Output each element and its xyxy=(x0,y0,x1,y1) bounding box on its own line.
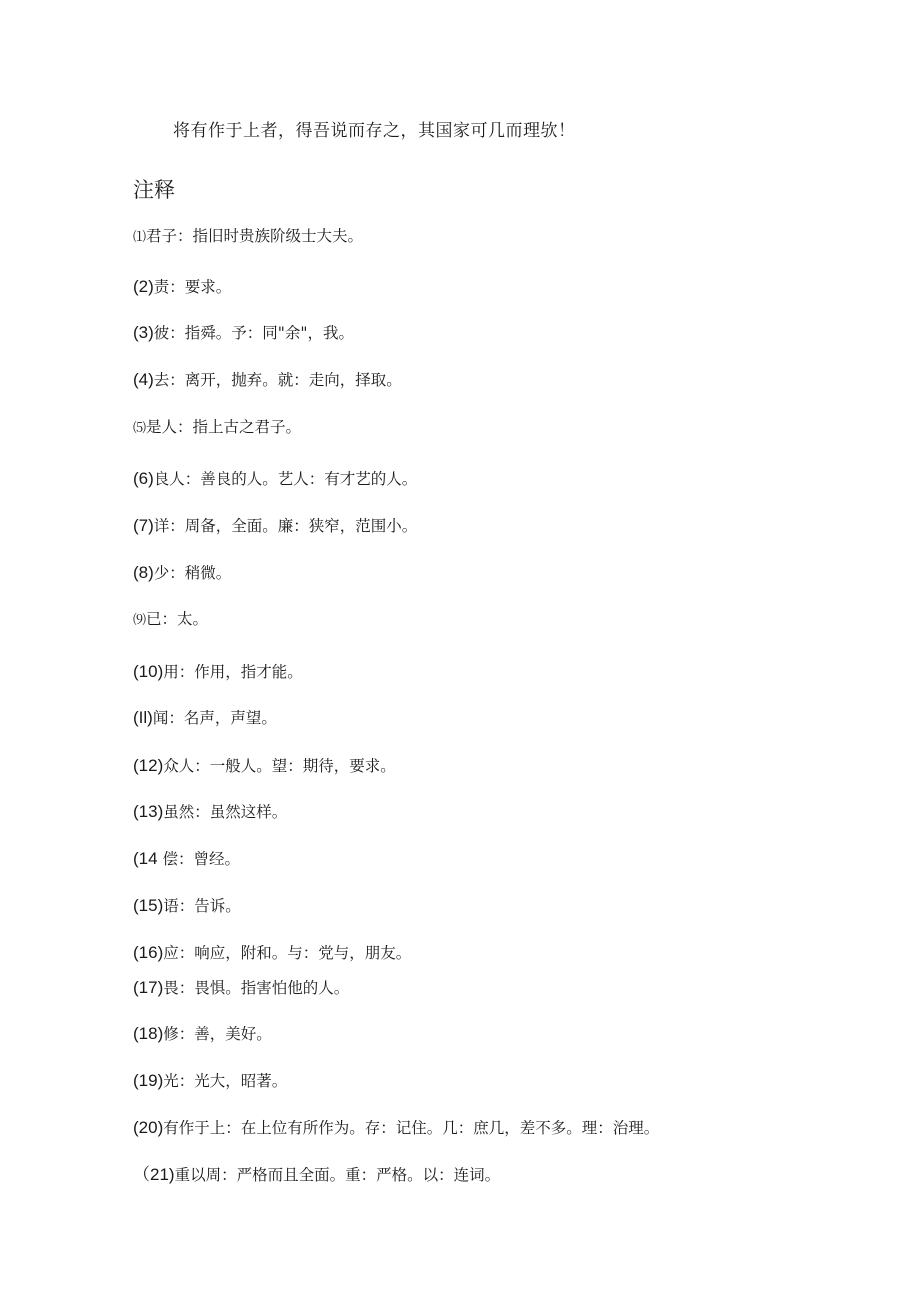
note-text: 光：光大，昭著。 xyxy=(163,1072,288,1090)
note-number: (6) xyxy=(133,469,154,488)
note-item xyxy=(133,370,402,390)
note-text: 语：告诉。 xyxy=(163,897,241,915)
note-item xyxy=(133,323,354,343)
note-number: (10) xyxy=(133,662,164,681)
note-item xyxy=(133,943,411,963)
note-number: (4) xyxy=(133,370,154,389)
note-number: (8) xyxy=(133,563,154,582)
note-text: 畏：畏惧。指害怕他的人。 xyxy=(163,979,350,997)
note-item xyxy=(133,896,241,916)
note-item xyxy=(133,226,363,248)
note-text: 虽然：虽然这样。 xyxy=(163,803,288,821)
note-number: ⑸ xyxy=(133,421,147,436)
note-number: (19) xyxy=(133,1071,164,1090)
note-text: 详：周备，全面。廉：狭窄，范围小。 xyxy=(153,517,418,535)
note-number: (3) xyxy=(133,323,154,342)
note-text: 君子：指旧时贵族阶级士大夫。 xyxy=(146,227,364,245)
note-item xyxy=(133,609,208,631)
note-item xyxy=(133,802,287,822)
note-item xyxy=(133,277,231,297)
note-item xyxy=(133,978,349,998)
note-text: 有作于上：在上位有所作为。存：记住。几：庶几，差不多。理：治理。 xyxy=(163,1119,660,1137)
note-text: 重以周：严格而且全面。重：严格。以：连词。 xyxy=(174,1166,501,1184)
note-item xyxy=(133,469,417,489)
note-text: 闻：名声，声望。 xyxy=(152,709,277,727)
note-number: (2) xyxy=(133,277,154,296)
note-item xyxy=(133,708,277,728)
note-number: (16) xyxy=(133,943,164,962)
note-text: 良人：善良的人。艺人：有才艺的人。 xyxy=(153,470,418,488)
note-item xyxy=(133,849,240,869)
note-number: (14 xyxy=(133,849,158,868)
note-number: (15) xyxy=(133,896,164,915)
note-text: 去：离开，抛弃。就：走向，择取。 xyxy=(153,371,402,389)
note-text: 众人：一般人。望：期待，要求。 xyxy=(163,757,396,775)
note-item xyxy=(133,563,231,583)
note-item xyxy=(133,756,396,776)
note-item xyxy=(133,516,417,536)
note-number: （21) xyxy=(133,1165,175,1184)
note-text: 少：稍微。 xyxy=(153,564,232,582)
note-number: (7) xyxy=(133,516,154,535)
note-item xyxy=(133,1071,287,1091)
note-item xyxy=(133,662,303,682)
note-number: (18) xyxy=(133,1024,164,1043)
note-number: (Il) xyxy=(133,708,153,727)
note-number: (12) xyxy=(133,756,164,775)
note-text: 是人：指上古之君子。 xyxy=(146,418,302,436)
note-number: (17) xyxy=(133,978,164,997)
note-text: 责：要求。 xyxy=(153,278,232,296)
note-number: ⑴ xyxy=(133,230,147,245)
note-item xyxy=(133,1118,659,1138)
note-text: 彼：指舜。予：同"余"，我。 xyxy=(153,324,355,342)
note-number: (13) xyxy=(133,802,164,821)
note-text: 已：太。 xyxy=(146,610,209,628)
note-text: 偿：曾经。 xyxy=(157,850,241,868)
note-item xyxy=(133,1165,500,1185)
note-number: ⑼ xyxy=(133,613,147,628)
note-text: 修：善，美好。 xyxy=(163,1025,272,1043)
section-heading: 注释 xyxy=(133,178,175,202)
note-item xyxy=(133,1024,272,1044)
note-item xyxy=(133,417,301,439)
note-number: (20) xyxy=(133,1118,164,1137)
note-text: 应：响应，附和。与：党与，朋友。 xyxy=(163,944,412,962)
intro-paragraph: 将有作于上者，得吾说而存之，其国家可几而理欤！ xyxy=(173,121,576,141)
note-text: 用：作用，指才能。 xyxy=(163,663,303,681)
